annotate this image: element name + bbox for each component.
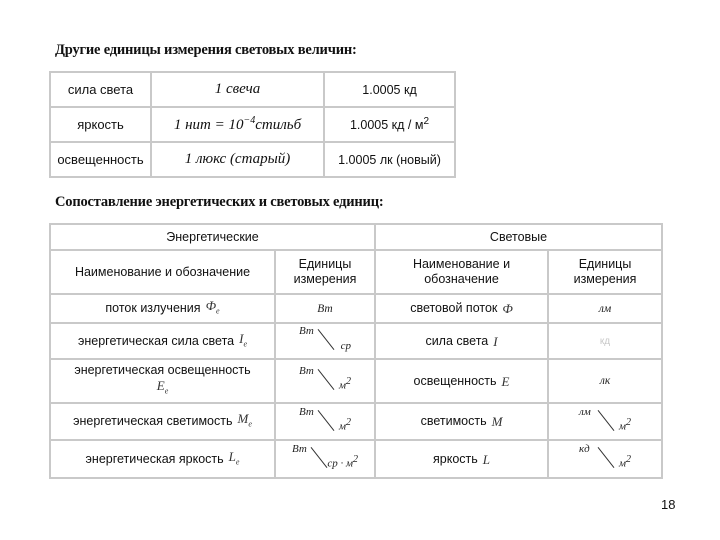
unit-numerator: Вт [299, 325, 314, 337]
light-unit: кд [599, 336, 611, 347]
unit-numerator: Вт [292, 443, 307, 455]
energy-symbol [229, 449, 240, 470]
value-cell: 1.0005 лк (новый) [324, 142, 455, 177]
fraction-slash [318, 409, 335, 430]
energy-name-cell [50, 403, 275, 440]
symbol-sub: е [216, 306, 220, 316]
group-light-header: Световые [375, 224, 662, 250]
table-row [50, 294, 662, 323]
symbol-sub: е [248, 419, 252, 429]
light-unit: лм [598, 302, 612, 315]
energy-name-cell [50, 323, 275, 359]
energy-unit-cell [275, 294, 375, 323]
light-name: сила света [425, 333, 489, 348]
heading-comparison: Сопоставление энергетических и световых единиц: [55, 194, 384, 210]
unit-den-exponent: 2 [346, 376, 351, 388]
value-base: 1.0005 кд / м [349, 118, 424, 133]
light-unit-cell [548, 294, 662, 323]
light-unit-fraction [577, 442, 633, 472]
table-row [50, 440, 662, 478]
quantity-cell: сила света [50, 72, 151, 107]
light-unit-cell [548, 323, 662, 359]
energy-name: энергетическая сила света [77, 333, 235, 348]
light-name-cell [375, 403, 548, 440]
energy-unit-cell [275, 323, 375, 359]
light-name: светимость [420, 414, 487, 428]
light-name-cell [375, 323, 548, 359]
symbol-sub: е [164, 386, 169, 396]
value-cell: 1.0005 кд [324, 72, 455, 107]
light-symbol: M [491, 414, 503, 429]
light-name: яркость [433, 451, 478, 466]
light-name-cell [375, 359, 548, 403]
column-header-row [50, 250, 662, 294]
unit-den-exponent: 2 [626, 454, 632, 466]
light-name-cell [375, 440, 548, 478]
energy-unit-cell [275, 359, 375, 403]
light-symbol: E [501, 373, 510, 389]
unit-den-exponent: 2 [346, 416, 351, 428]
unit-denominator [327, 452, 358, 472]
light-unit-cell [548, 403, 662, 440]
col-name-energy: Наименование и обозначение [50, 250, 275, 294]
unit-numerator: лм [579, 405, 591, 418]
symbol-main: M [237, 411, 249, 427]
energy-name: энергетическая освещенность [74, 363, 251, 378]
definition-cell [151, 107, 324, 142]
fraction-slash [311, 447, 328, 468]
fraction-slash [318, 329, 335, 350]
value-cell [324, 107, 455, 142]
light-symbol: I [493, 333, 498, 349]
table-row [50, 107, 455, 142]
symbol-main: E [156, 378, 165, 394]
table-row [50, 403, 662, 440]
energy-name: поток излучения [105, 301, 201, 315]
energy-unit-fraction [297, 405, 353, 435]
energy-symbol [51, 378, 274, 399]
light-symbol: L [482, 451, 491, 467]
energy-name-cell [50, 440, 275, 478]
energy-unit-cell [275, 440, 375, 478]
col-units-light: Единицы измерения [548, 250, 662, 294]
light-name-cell [375, 294, 548, 323]
unit-numerator: Вт [299, 405, 314, 418]
light-name: световой поток [410, 301, 498, 315]
fraction-slash [598, 409, 615, 430]
energy-unit-fraction [290, 442, 360, 472]
unit-den-base: ср · м [327, 458, 353, 470]
col-name-light: Наименование и обозначение [375, 250, 548, 294]
energy-name: энергетическая яркость [85, 451, 224, 466]
unit-den-base: м [618, 458, 627, 470]
unit-den-base: м [618, 420, 627, 433]
table-row [50, 142, 455, 177]
energy-unit-cell [275, 403, 375, 440]
fraction-slash [318, 369, 335, 390]
definition-exponent: −4 [243, 115, 256, 126]
value-exponent: 2 [423, 116, 430, 128]
definition-base: 1 нит = 10 [173, 117, 244, 133]
unit-denominator [339, 374, 351, 394]
heading-other-units: Другие единицы измерения световых величин: [55, 42, 357, 58]
fraction-slash [598, 447, 615, 468]
definition-cell: 1 люкс (старый) [151, 142, 324, 177]
symbol-main: L [228, 448, 236, 464]
symbol-main: I [239, 330, 244, 346]
energy-symbol [239, 331, 247, 352]
unit-den-exponent: 2 [353, 454, 358, 466]
quantity-cell: яркость [50, 107, 151, 142]
light-unit: лк [599, 375, 611, 387]
energy-unit-fraction [297, 324, 353, 354]
light-unit-fraction [577, 405, 633, 435]
energy-symbol [206, 298, 220, 319]
light-symbol: Ф [502, 301, 513, 316]
col-units-energy: Единицы измерения [275, 250, 375, 294]
energy-name-cell [50, 294, 275, 323]
definition-cell: 1 свеча [151, 72, 324, 107]
energy-unit: Вт [317, 302, 333, 315]
energy-unit-fraction [297, 364, 353, 394]
group-header-row [50, 224, 662, 250]
unit-den-base: м [338, 380, 346, 392]
unit-den-base: м [338, 420, 346, 433]
light-unit-cell [548, 359, 662, 403]
table-row [50, 359, 662, 403]
unit-denominator: ср [340, 340, 351, 352]
symbol-sub: е [243, 339, 248, 349]
energy-name-cell [50, 359, 275, 403]
symbol-sub: е [235, 457, 240, 467]
comparison-table [49, 223, 663, 479]
energy-symbol [238, 411, 252, 432]
table-row [50, 72, 455, 107]
definition-unit: стильб [255, 117, 302, 133]
light-name: освещенность [413, 373, 497, 388]
unit-denominator [619, 415, 631, 435]
light-unit-cell [548, 440, 662, 478]
unit-denominator [619, 452, 631, 472]
quantity-cell: освещенность [50, 142, 151, 177]
table-row [50, 323, 662, 359]
symbol-main: Ф [205, 298, 217, 314]
unit-den-exponent: 2 [626, 416, 632, 428]
unit-numerator: Вт [299, 365, 314, 377]
page-number: 18 [661, 497, 676, 512]
unit-numerator: кд [579, 443, 590, 455]
group-energy-header: Энергетические [50, 224, 375, 250]
energy-name: энергетическая светимость [73, 414, 233, 428]
unit-denominator [339, 415, 351, 435]
other-units-table [49, 71, 456, 178]
